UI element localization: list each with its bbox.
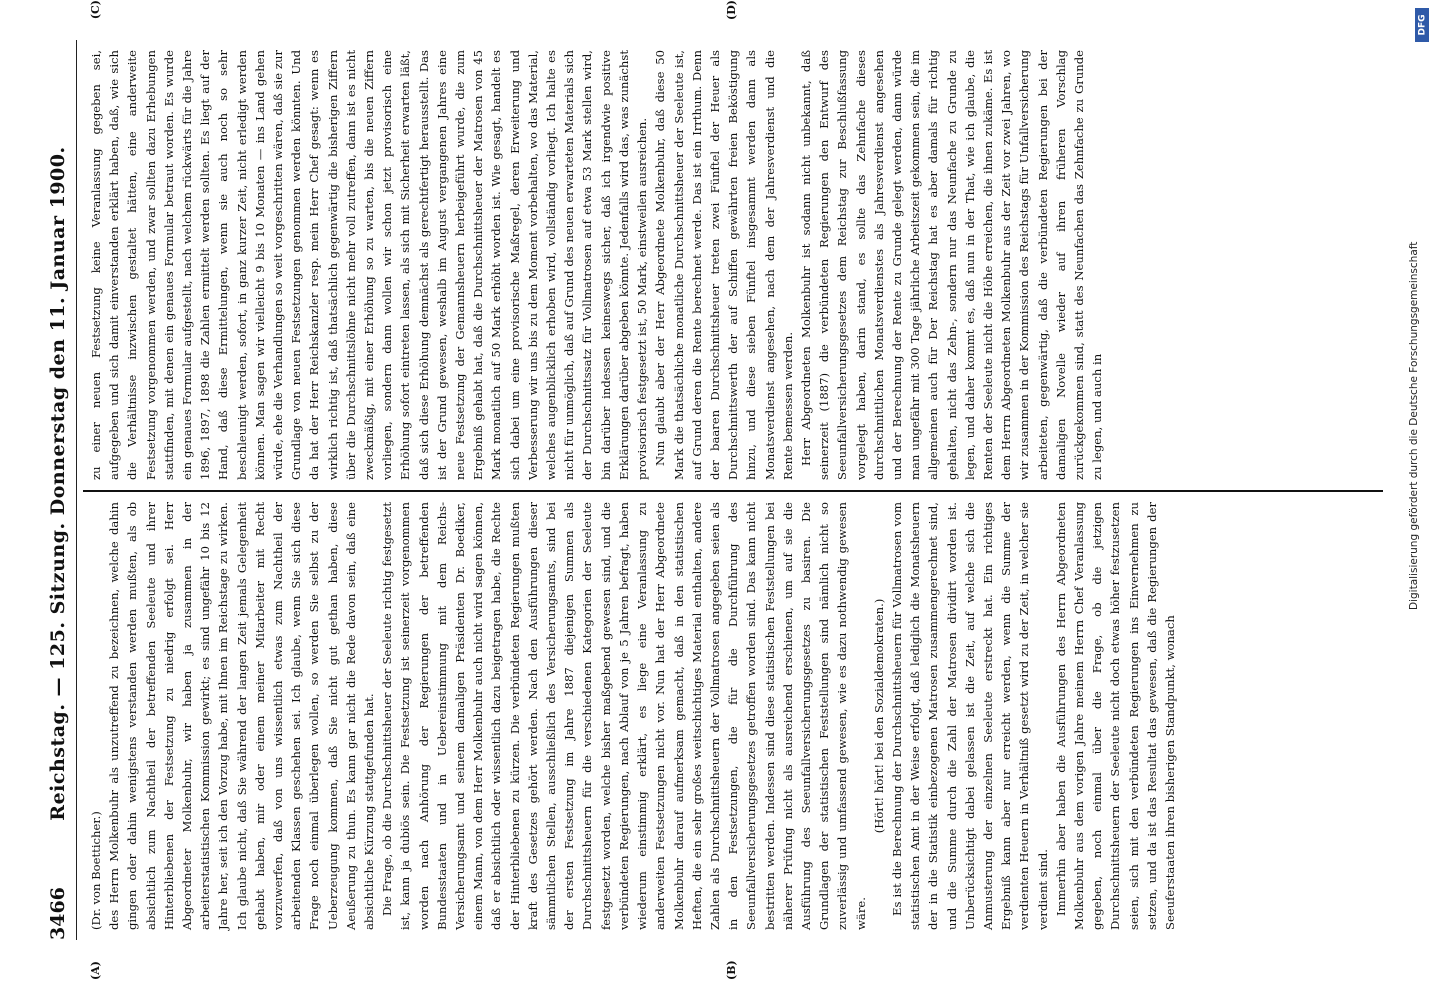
credit-text: Digitalisierung gefördert durch die Deutsche Forschungsgemeinschaft xyxy=(1408,241,1420,610)
paragraph: Herr Abgeordneten Molkenbuhr ist sodann nicht unbekannt, daß seinerzeit (1887) die verbündeten Regierungen den Entwurf des Seeunfallversicherungsgesetzes dem Reichstag zur Beschlußfassung vorgelegt haben, darin stand, es sollte das Zehnfache dieses durchschnittlichen Monatsverdienstes als Jahresverdienst angesehen und der Berechnung der Rente zu Grunde gelegt werden, dann würde man ungefähr mit 300 Tage jährliche Arbeitszeit gekommen sein, die im allgemeinen auch für Der Reichstag hat es aber damals für richtig gehalten, nicht das Zehn-, sondern nur das Neunfache zu Grunde zu legen, und daher kommt es, daß nun in der That, wie ich glaube, die Renten der Seeleute nicht die Höhe erreichen, die ihnen zukäme. Es ist dem Herrn Abgeordneten Molkenbuhr aus der Zeit vor zwei Jahren, wo wir zusammen in der Kommission des Reichstags für Unfallversicherung arbeiteten, gegenwärtig, daß die verbündeten Regierungen bei der damaligen Novelle wieder auf ihren früheren Vorschlag zurückgekommen sind, statt des Neunfachen das Zehnfache zu Grunde zu legen, und auch in xyxy=(798,50,1105,480)
text-columns xyxy=(83,0,1383,980)
paragraph: Die Frage, ob die Durchschnittsheuer der Seeleute richtig festgesetzt ist, kann ja dubiös sein. Die Festsetzung ist seinerzeit vorgenommen worden nach Anhörung der Regierungen der betreffenden Bundesstaaten und in Uebereinstimmung mit dem Reichs-Versicherungsamt und seinem damaligen Präsidenten Dr. Boediker, einem Mann, von dem Herr Molkenbuhr auch nicht wird sagen können, daß er absichtlich oder wissentlich dazu beigetragen habe, die Rechte der Hinterbliebenen zu kürzen. Die verbündeten Regierungen mußten kraft des Gesetzes gehört werden. Nach den Ausführungen dieser sämmtlichen Stellen, ausschließlich des Versicherungsamts, sind bei der ersten Festsetzung im Jahre 1887 diejenigen Summen als Durchschnittsheuern für die verschiedenen Kategorien der Seeleute festgesetzt worden, welche bisher maßgebend gewesen sind, und die verbündeten Regierungen, nach Ablauf von je 5 Jahren befragt, haben wiederum einstimmig erklärt, es liege eine Veranlassung zu anderweiten Festsetzungen nicht vor. Nun hat der Herr Abgeordnete Molkenbuhr darauf aufmerksam gemacht, daß in den statistischen Heften, die ein sehr großes weitschichtiges Material enthalten, andere Zahlen als Durchschnittsheuern der Vollmatrosen angegeben seien als in den Festsetzungen, die für die Durchführung des Seeunfallversicherungsgesetzes getroffen worden sind. Das kann nicht bestritten werden. Indessen sind diese statistischen Feststellungen bei näherer Prüfung nicht als ausreichend erschienen, um auf sie die Ausführung des Seeunfallversicherungsgesetzes zu basiren. Die Grundlagen der statistischen Feststellungen sind nämlich nicht so zuverlässig und umfassend gewesen, wie es dazu nothwendig gewesen wäre. xyxy=(380,502,868,930)
dfg-logo: DFG xyxy=(1415,8,1429,42)
paragraph: Es ist die Berechnung der Durchschnittsheuern für Vollmatrosen vom statistischen Amt in der Weise erfolgt, daß lediglich die Monatsheuern der in die Statistik einbezogenen Matrosen zusammengerechnet sind, und die Summe durch die Zahl der Matrosen dividirt worden ist. Unberücksichtigt dabei gelassen ist die Zeit, auf welche sich die Anmusterung der einzelnen Seeleute erstreckt hat. Ein richtiges Ergebniß kann aber nur erreicht werden, wenn die Summe der verdienten Heuern in Verhältniß gesetzt wird zu der Zeit, in welcher sie verdient sind. xyxy=(889,502,1050,930)
marker-d: (D) xyxy=(725,0,738,20)
paragraph: zu einer neuen Festsetzung keine Veranlassung gegeben sei, aufgegeben und sich damit einverstanden erklärt haben, daß, wie sich die Verhältnisse inzwischen gestaltet hätten, eine anderweite Festsetzung vorgenommen werden, und zwar sollten dazu Erhebungen stattfinden, mit denen ein genaues Formular betraut worden. Es wurde ein genaues Formular aufgestellt, nach welchem rückwärts für die Jahre 1896, 1897, 1898 die Zahlen ermittelt werden sollten. Es liegt auf der Hand, daß diese Ermittelungen, wenn sie auch noch so sehr beschleunigt werden, sofort, in ganz kurzer Zeit, nicht erledigt werden können. Man sagen wir vielleicht 9 bis 10 Monaten — ins Land gehen würde, ehe die Verhandlungen so weit vorgeschritten wären, daß sie zur Grundlage von neuen Festsetzungen genommen werden könnten. Und da hat der Herr Reichskanzler resp. mein Herr Chef gesagt: wenn es wirklich richtig ist, daß thatsächlich gegenwärtig die bisherigen Ziffern über die Durchschnittslöhne nicht mehr voll zutreffen, dann ist es nicht zweckmäßig, mit einer Erhöhung so zu warten, bis die neuen Ziffern vorliegen, sondern dann wollen wir schon jetzt provisorisch eine Erhöhung sofort eintreten lassen, als sich mit Sicherheit erwarten läßt, daß sich diese Erhöhung demnächst als gerechtfertigt herausstellt. Das ist der Grund gewesen, weshalb im August vergangenen Jahres eine neue Festsetzung der Gemannsheuern herbeigeführt wurde, die zum Ergebniß gehabt hat, daß die Durchschnittsheuer der Matrosen von 45 Mark monatlich auf 50 Mark erhöht worden ist. Wie gesagt, handelt es sich dabei um eine provisorische Maßregel, deren Erweiterung und Verbesserung wir uns bis zu dem Moment vorbehalten, wo das Material, welches augenblicklich erhoben wird, vollständig vorliegt. Ich halte es nicht für unmöglich, daß auf Grund des neuen erwarteten Materials sich der Durchschnittssatz für Vollmatrosen auf etwa 53 Mark stellen wird, bin darüber indessen keineswegs sicher, daß ich irgendwie positive Erklärungen darüber abgeben könnte. Jedenfalls wird das, was zunächst provisorisch festgesetzt ist, 50 Mark, einstweilen ausreichen. xyxy=(89,50,650,480)
marker-a: (A) xyxy=(89,961,102,980)
interjection: (Hört! hört! bei den Sozialdemokraten.) xyxy=(871,598,886,834)
marker-b: (B) xyxy=(725,960,738,980)
speaker-label: (Dr. von Boetticher.) xyxy=(89,811,103,930)
credit-strip xyxy=(1408,10,1430,990)
marker-c: (C) xyxy=(89,0,102,20)
paragraph: Immerhin aber haben die Ausführungen des Herrn Abgeordneten Molkenbuhr aus dem vorigen Jahre meinem Herrn Chef Veranlassung gegeben, noch einmal über die Frage, ob die jetzigen Durchschnittsheuern der Seeleute nicht doch etwas höher festzusetzen seien, sich mit den verbündeten Regierungen ins Einvernehmen zu setzen, und da ist das Resultat das gewesen, daß die Regierungen der Seeuferstaaten ihren bisherigen Standpunkt, wonach xyxy=(1053,502,1177,930)
right-column xyxy=(83,0,1383,490)
page-header xyxy=(40,40,77,940)
paragraph: Nun glaubt aber der Herr Abgeordnete Molkenbuhr, daß diese 50 Mark die thatsächliche monatliche Durchschnittsheuer der Seeleute ist, auf Grund deren die Rente berechnet werde. Das ist ein Irrthum. Denn der baaren Durchschnittsheuer treten zwei Fünftel der Heuer als Durchschnittswerth der auf Schiffen gewährten freien Beköstigung hinzu, und diese sieben Fünftel insgesammt werden dann als Monatsverdienst angesehen, nach dem der Jahresverdienst und die Rente bemessen werden. xyxy=(653,50,795,480)
paragraph: des Herrn Molkenbuhr als unzutreffend zu bezeichnen, welche dahin gingen oder dahin wenigstens verstanden werden mußten, als ob absichtlich zum Nachtheil der betreffenden Seeleute und ihrer Hinterbliebenen der Festsetzung zu niedrig erfolgt sei. Herr Abgeordneter Molkenbuhr, wir haben ja zusammen in der arbeiterstatistischen Kommission gewirkt; es sind ungefähr 10 bis 12 Jahre her, seit ich den Vorzug habe, mit Ihnen im Reichstage zu wirken. Ich glaube nicht, daß Sie während der langen Zeit jemals Gelegenheit gehabt haben, mir oder einem meiner Mitarbeiter mit Recht vorzuwerfen, daß von uns wissentlich etwas zum Nachtheil der arbeitenden Klassen geschehen sei. Ich glaube, wenn Sie sich diese Frage noch einmal überlegen wollen, so werden Sie selbst zu der Ueberzeugung kommen, daß Sie nicht gut gethan haben, diese Aeußerung zu thun. Es kann gar nicht die Rede davon sein, daß eine absichtliche Kürzung stattgefunden hat. xyxy=(107,502,377,930)
left-column xyxy=(83,490,1383,980)
page-number: 3466 xyxy=(47,887,69,940)
page-title: Reichstag. — 125. Sitzung. Donnerstag den 11. Januar 1900. xyxy=(47,146,69,821)
